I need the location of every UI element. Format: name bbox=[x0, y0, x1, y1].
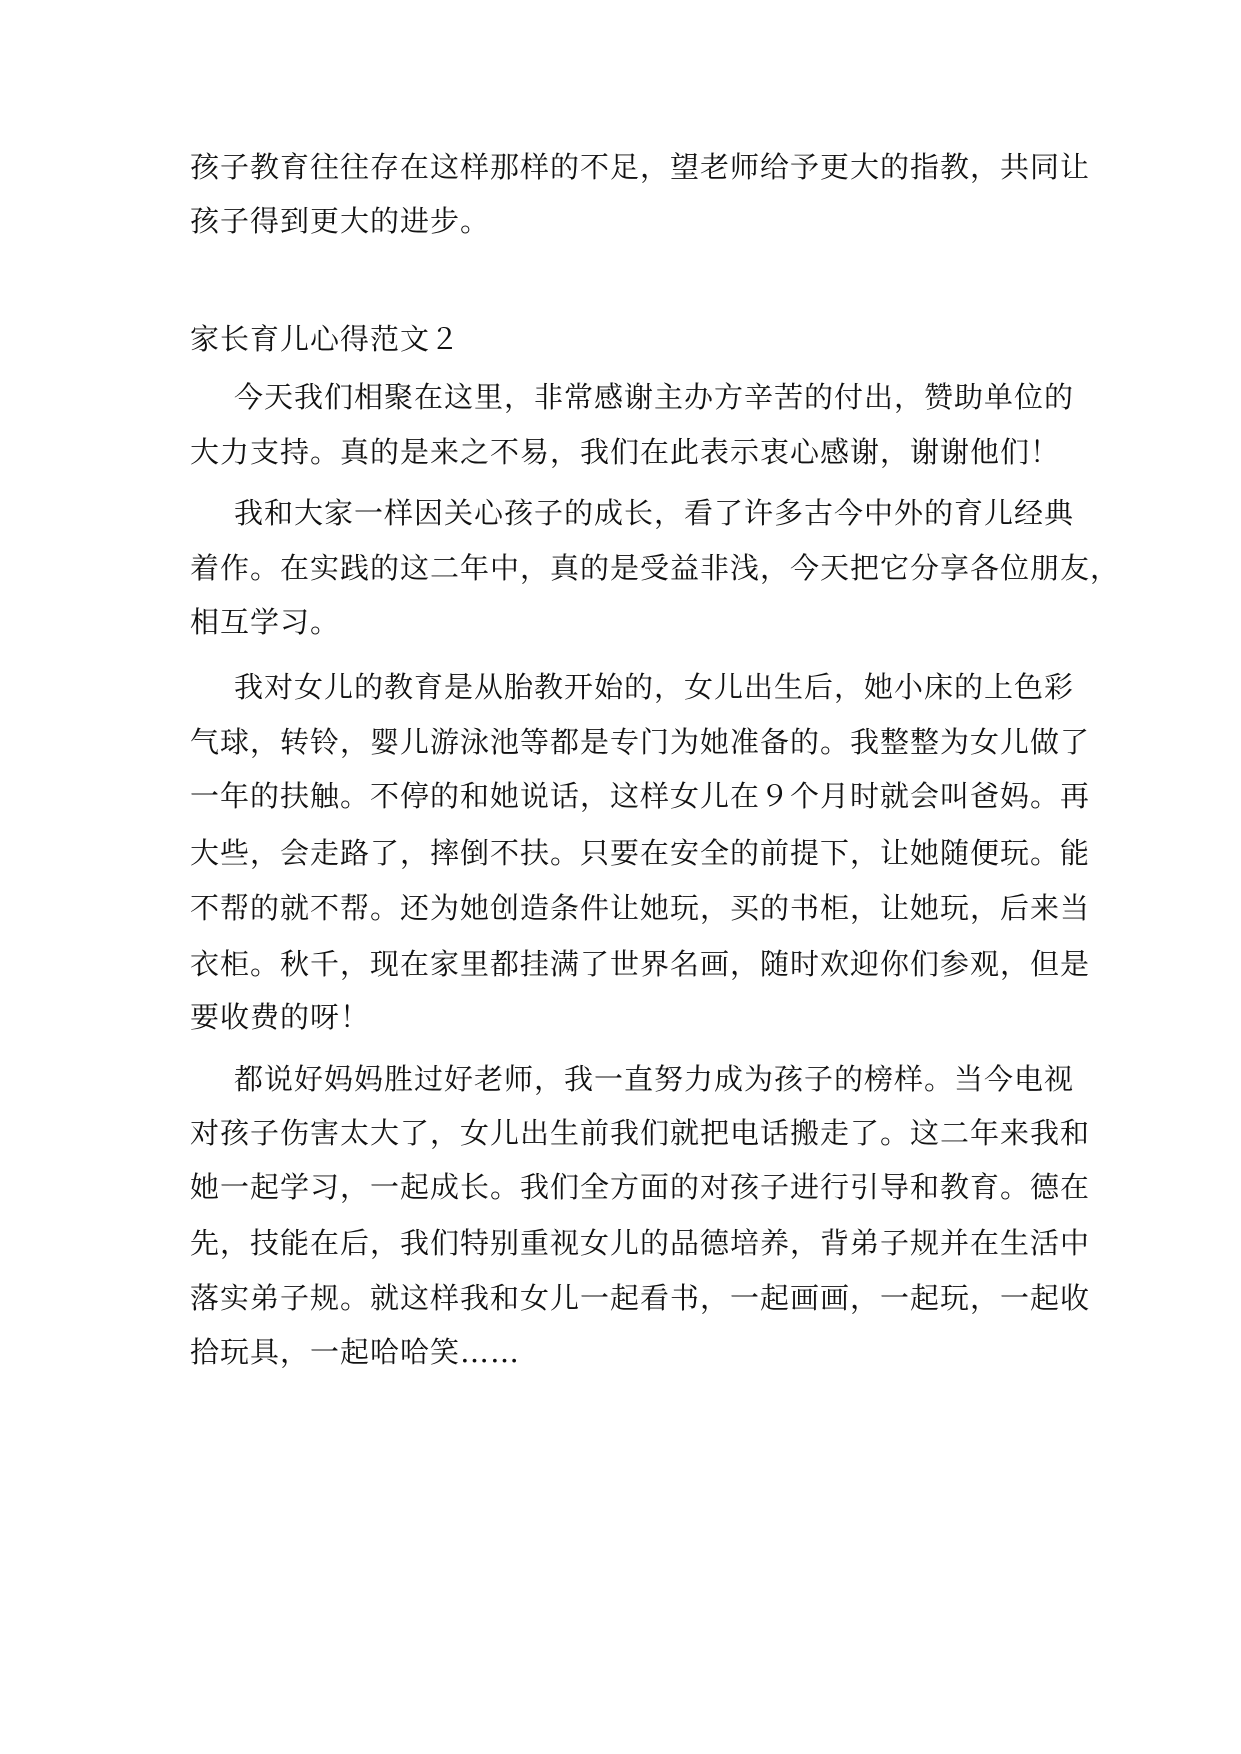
paragraph-3-line-4: 大些，会走路了，摔倒不扶。只要在安全的前提下，让她随便玩。能 bbox=[190, 836, 1091, 870]
paragraph-1-line-2: 大力支持。真的是来之不易，我们在此表示衷心感谢，谢谢他们！ bbox=[190, 435, 1061, 469]
paragraph-4-line-1: 都说好妈妈胜过好老师，我一直努力成为孩子的榜样。当今电视 bbox=[234, 1062, 1075, 1096]
paragraph-4-line-3: 她一起学习，一起成长。我们全方面的对孩子进行引导和教育。德在 bbox=[190, 1170, 1091, 1204]
paragraph-3-line-6: 衣柜。秋千，现在家里都挂满了世界名画，随时欢迎你们参观，但是 bbox=[190, 947, 1091, 981]
paragraph-4-line-6: 拾玩具，一起哈哈笑…… bbox=[190, 1335, 521, 1369]
paragraph-4-line-5: 落实弟子规。就这样我和女儿一起看书，一起画画，一起玩，一起收 bbox=[190, 1281, 1091, 1315]
continuation-line-2: 孩子得到更大的进步。 bbox=[190, 204, 491, 238]
paragraph-3-line-1: 我对女儿的教育是从胎教开始的，女儿出生后，她小床的上色彩 bbox=[234, 670, 1075, 704]
paragraph-3-line-7: 要收费的呀！ bbox=[190, 1000, 371, 1034]
paragraph-2-line-2: 着作。在实践的这二年中，真的是受益非浅，今天把它分享各位朋友， bbox=[190, 551, 1121, 585]
paragraph-3-line-3: 一年的扶触。不停的和她说话，这样女儿在９个月时就会叫爸妈。再 bbox=[190, 779, 1091, 813]
paragraph-2-line-3: 相互学习。 bbox=[190, 605, 341, 639]
paragraph-4-line-4: 先，技能在后，我们特别重视女儿的品德培养，背弟子规并在生活中 bbox=[190, 1226, 1091, 1260]
paragraph-1-line-1: 今天我们相聚在这里，非常感谢主办方辛苦的付出，赞助单位的 bbox=[234, 380, 1075, 414]
section-heading: 家长育儿心得范文２ bbox=[190, 322, 461, 356]
continuation-line-1: 孩子教育往往存在这样那样的不足，望老师给予更大的指教，共同让 bbox=[190, 150, 1091, 184]
paragraph-3-line-5: 不帮的就不帮。还为她创造条件让她玩，买的书柜，让她玩，后来当 bbox=[190, 891, 1091, 925]
paragraph-2-line-1: 我和大家一样因关心孩子的成长，看了许多古今中外的育儿经典 bbox=[234, 496, 1075, 530]
paragraph-4-line-2: 对孩子伤害太大了，女儿出生前我们就把电话搬走了。这二年来我和 bbox=[190, 1116, 1091, 1150]
paragraph-3-line-2: 气球，转铃，婴儿游泳池等都是专门为她准备的。我整整为女儿做了 bbox=[190, 725, 1091, 759]
